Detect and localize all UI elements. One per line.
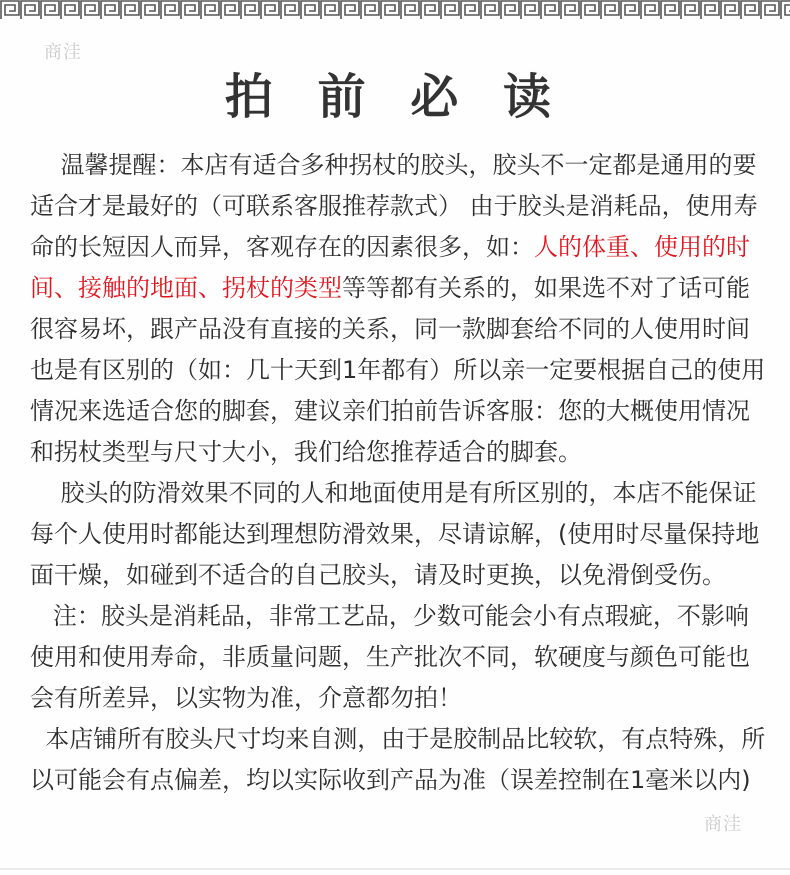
paragraph-text: 注：胶头是消耗品，非常工艺品，少数可能会小有点瑕疵，不影响使用和使用寿命，非质量问题，生产批次不同，软硬度与颜色可能也会有所差异，以实物为准，介意都勿拍！ — [30, 602, 750, 712]
page-title: 拍 前 必 读 — [224, 69, 566, 125]
notice-body — [30, 145, 770, 801]
notice-paragraph — [30, 719, 770, 801]
paragraph-text: 本店铺所有胶头尺寸均来自测，由于是胶制品比较软，有点特殊，所以可能会有点偏差，均以实际收到产品为准（误差控制在1毫米以内) — [30, 725, 766, 794]
notice-paragraph — [30, 473, 770, 596]
notice-paragraph — [30, 596, 770, 719]
paragraph-text: 胶头的防滑效果不同的人和地面使用是有所区别的，本店不能保证每个人使用时都能达到理想防滑效果，尽请谅解，(使用时尽量保持地面干燥，如碰到不适合的自己胶头，请及时更换，以免滑倒受伤。 — [30, 479, 760, 589]
notice-paragraph — [30, 145, 770, 473]
highlighted-text: 人的体重、使用的时间、接触的地面、拐杖的类型 — [30, 233, 750, 302]
top-greek-key-border — [0, 0, 790, 20]
watermark-top: 商洼 — [44, 42, 82, 63]
paragraph-text: 温馨提醒：本店有适合多种拐杖的胶头，胶头不一定都是通用的要适合才是最好的（可联系客服推荐款式） 由于胶头是消耗品，使用寿命的长短因人而异，客观存在的因素很多，如： — [30, 151, 758, 261]
paragraph-text: 等等都有关系的，如果选不对了话可能很容易坏，跟产品没有直接的关系，同一款脚套给不同的人使用时间也是有区别的（如：几十天到1年都有）所以亲一定要根据自己的使用情况来选适合您的脚套，建议亲们拍前告诉客服：您的大概使用情况和拐杖类型与尺寸大小，我们给您推荐适合的脚套。 — [30, 274, 766, 466]
bottom-border — [0, 855, 790, 875]
watermark-bottom: 商洼 — [704, 814, 742, 835]
